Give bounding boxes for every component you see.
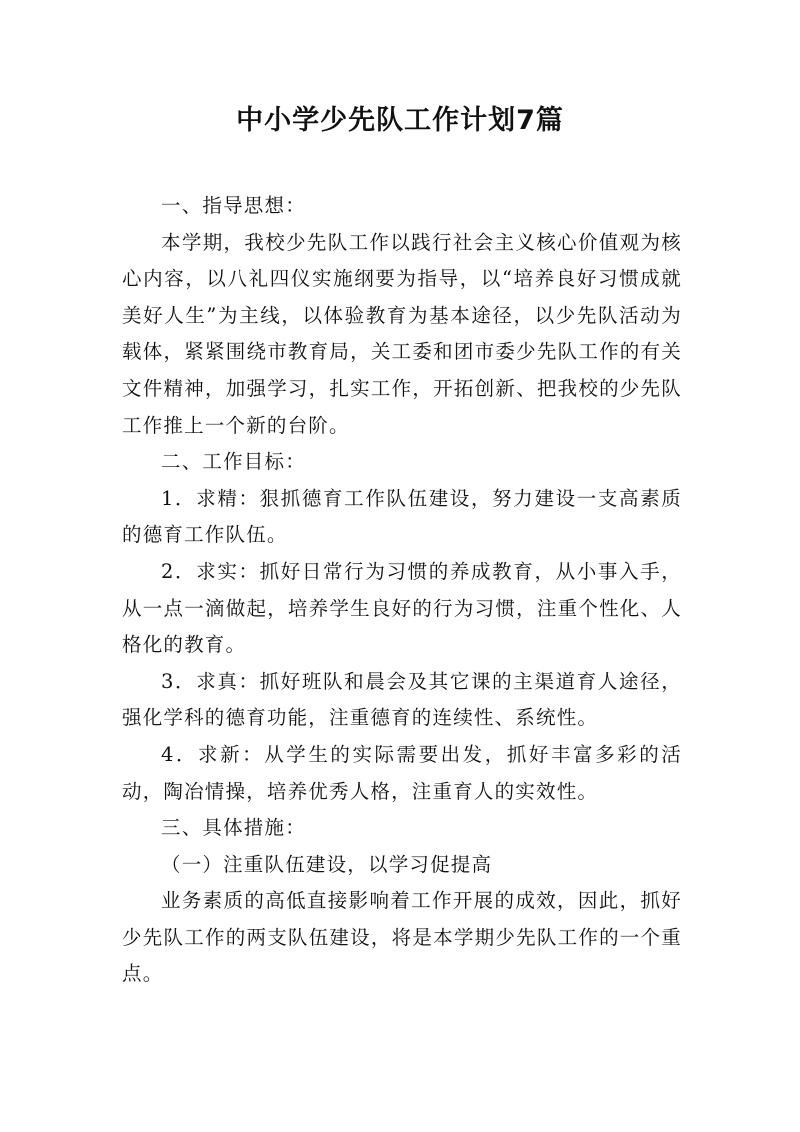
heading-specific-measures: 三、具体措施： (161, 816, 306, 840)
paragraph-guiding-ideology: 本学期，我校少先队工作以践行社会主义核心价值观为核心内容，以八礼四仪实施纲要为指导，以“培养良好习惯成就美好人生”为主线，以体验教育为基本途径，以少先队活动为载体，紧紧围绕市教育局，关工委和团市委少先队工作的有关文件精神，加强学习，扎实工作，开拓创新、把我校的少先队工作推上一个新的台阶。 (122, 230, 682, 437)
document-body (122, 188, 682, 993)
goal-item-3: 3．求真：抓好班队和晨会及其它课的主渠道育人途径，强化学科的德育功能，注重德育的连续性、系统性。 (122, 669, 682, 730)
goal-item-2: 2．求实：抓好日常行为习惯的养成教育，从小事入手，从一点一滴做起，培养学生良好的行为习惯，注重个性化、人格化的教育。 (122, 559, 682, 657)
subheading-team-building: （一）注重队伍建设，以学习促提高 (161, 852, 493, 876)
goal-item-4: 4．求新：从学生的实际需要出发，抓好丰富多彩的活动，陶冶情操，培养优秀人格，注重育人的实效性。 (122, 742, 682, 803)
heading-work-goals: 二、工作目标： (161, 450, 306, 474)
heading-guiding-ideology: 一、指导思想： (161, 194, 306, 217)
goal-item-1: 1．求精：狠抓德育工作队伍建设，努力建设一支高素质的德育工作队伍。 (122, 486, 682, 547)
paragraph-team-building: 业务素质的高低直接影响着工作开展的成效，因此，抓好少先队工作的两支队伍建设，将是本学期少先队工作的一个重点。 (122, 889, 682, 986)
document-title: 中小学少先队工作计划7篇 (236, 105, 564, 136)
